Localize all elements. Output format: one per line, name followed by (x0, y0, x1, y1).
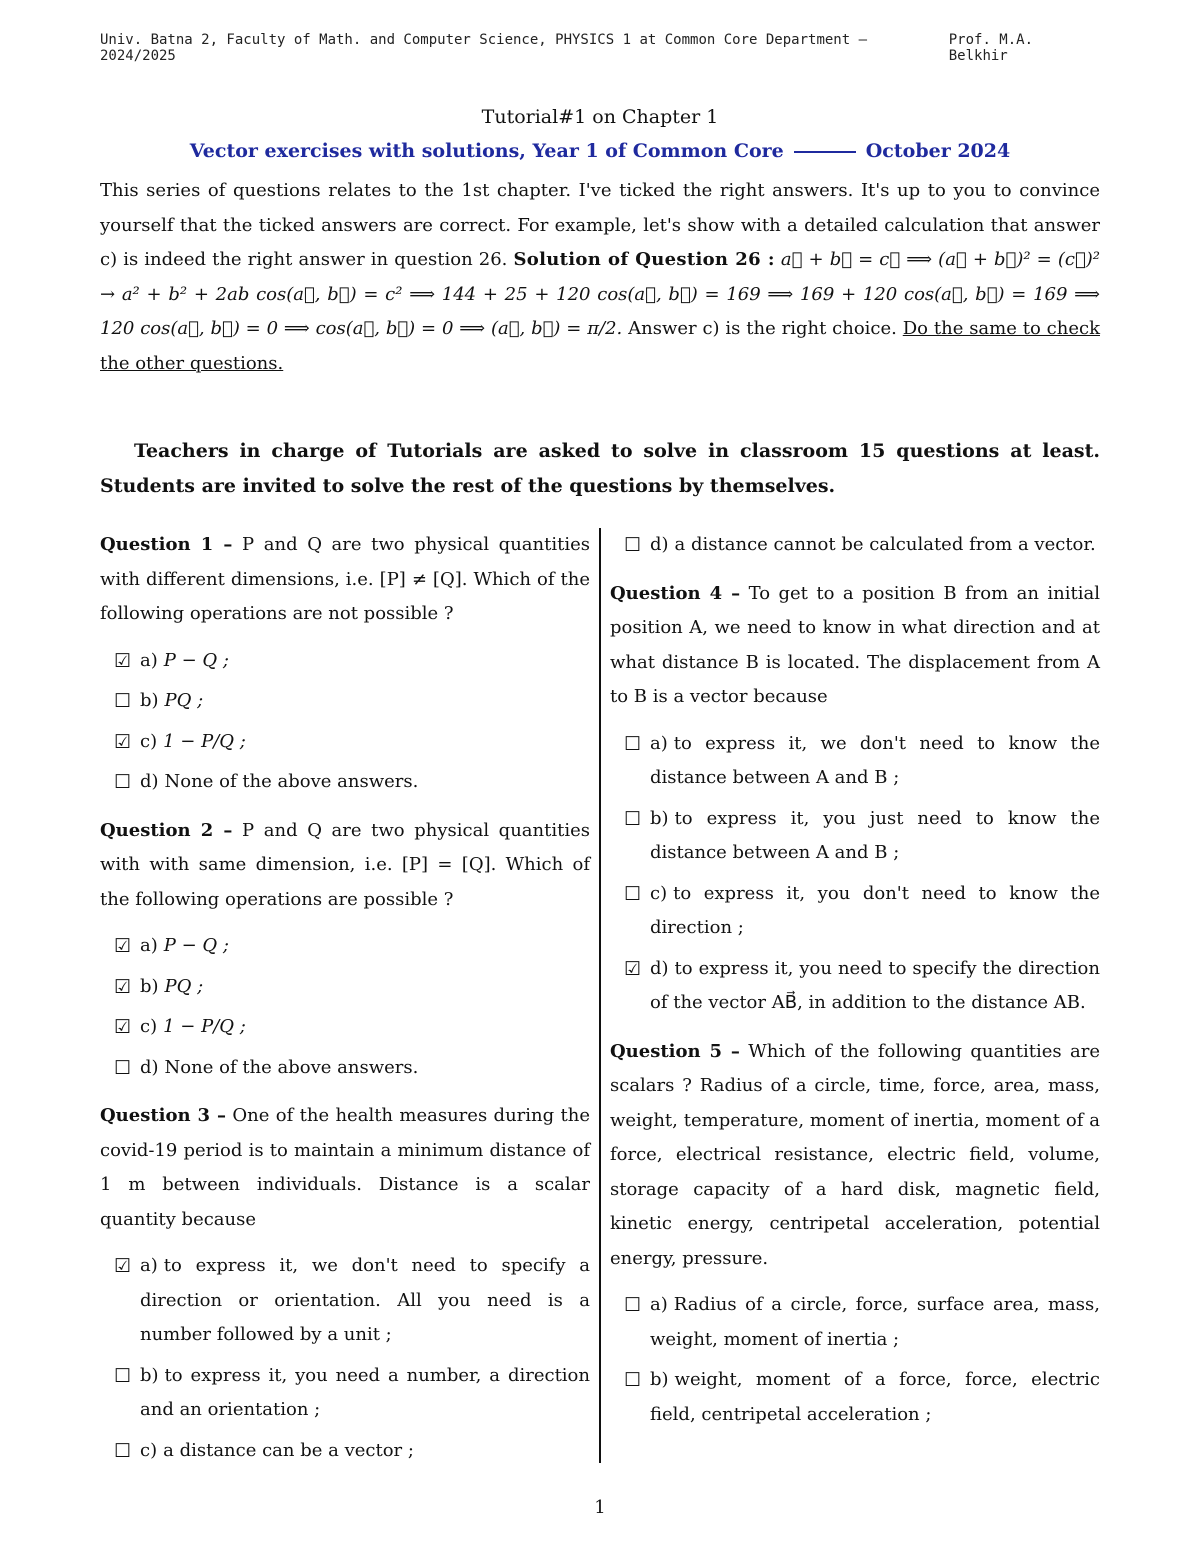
checked-checkbox-icon: ☑ (114, 649, 132, 672)
choice-text: None of the above answers. (164, 1056, 419, 1078)
unchecked-checkbox-icon: ☐ (624, 882, 642, 905)
choice-key: a) (650, 732, 668, 754)
question-text: To get to a position B from an initial position A, we need to know in what direction and at what distance B is located. The displacement from A to B is a vector because (610, 582, 1101, 707)
checked-checkbox-icon: ☑ (114, 1255, 132, 1277)
choice-item (610, 877, 1100, 946)
question-text: Which of the following quantities are scalars ? Radius of a circle, time, force, area, mass, weight, temperature, moment of inertia, moment of a force, electrical resistance, electric field, volume, storage capacity of a hard disk, magnetic field, kinetic energy, centripetal acceleration, potential energy, pressure. (610, 1040, 1100, 1269)
question-label: Question 2 – (100, 819, 233, 841)
running-header (100, 32, 1100, 64)
teachers-note: Teachers in charge of Tutorials are asked to solve in classroom 15 questions at least. Students are invited to solve the rest of the questions by themselves. (100, 440, 1100, 497)
choice-key: c) (140, 1439, 158, 1461)
unchecked-checkbox-icon: ☐ (114, 771, 132, 793)
checked-checkbox-icon: ☑ (114, 975, 132, 998)
left-column (100, 528, 590, 1482)
choice-list (100, 929, 590, 1085)
choice-item (610, 1288, 1100, 1357)
checked-checkbox-icon: ☑ (114, 935, 132, 957)
checked-checkbox-icon: ☑ (114, 730, 132, 753)
unchecked-checkbox-icon: ☐ (624, 732, 642, 755)
choice-list (100, 1249, 590, 1468)
choice-list (610, 1288, 1100, 1432)
subtitle-date: October 2024 (865, 140, 1011, 162)
unchecked-checkbox-icon: ☐ (114, 1056, 132, 1079)
page-title: Tutorial#1 on Chapter 1 (481, 106, 719, 128)
subtitle-topic: Vector exercises with solutions, Year 1 of Common Core (189, 140, 784, 162)
question-label: Question 5 – (610, 1040, 740, 1062)
column-divider (599, 528, 601, 1463)
choice-key: d) (650, 957, 669, 979)
choice-item (100, 970, 590, 1005)
choice-item (100, 765, 590, 800)
question-label: Question 3 – (100, 1105, 226, 1126)
question-2 (100, 814, 590, 918)
solution-conclusion: Answer c) is the right choice. (628, 318, 897, 339)
choice-text: 1 − P/Q ; (163, 730, 246, 752)
choice-key: c) (140, 730, 158, 752)
choice-text: P − Q ; (163, 935, 229, 956)
choice-item (100, 1010, 590, 1045)
choice-item (610, 528, 1100, 563)
choice-text: a distance cannot be calculated from a vector. (674, 534, 1096, 555)
question-3 (100, 1099, 590, 1237)
choice-key: b) (140, 1364, 159, 1386)
choice-item (100, 1249, 590, 1353)
unchecked-checkbox-icon: ☐ (114, 690, 132, 712)
subtitle-rule (794, 151, 856, 153)
intro-text (100, 174, 1100, 381)
unchecked-checkbox-icon: ☐ (624, 807, 642, 830)
unchecked-checkbox-icon: ☐ (624, 1294, 642, 1316)
choice-key: d) (140, 1056, 159, 1078)
question-4 (610, 577, 1100, 715)
unchecked-checkbox-icon: ☐ (624, 534, 642, 556)
right-column (610, 528, 1100, 1446)
choice-list (610, 727, 1100, 1021)
intro-section (100, 174, 1100, 381)
choice-key: a) (140, 935, 158, 956)
solution-label: Solution of Question 26 : (513, 249, 775, 270)
choice-text: to express it, you need to specify the direction of the vector AB⃗, in addition to the distance AB. (650, 957, 1100, 1013)
choice-text: a distance can be a vector ; (163, 1439, 414, 1461)
choice-text: PQ ; (164, 690, 204, 711)
choice-item (100, 1051, 590, 1086)
choice-item (610, 727, 1100, 796)
choice-text: to express it, you just need to know the distance between A and B ; (650, 807, 1100, 863)
solution-math: a⃗ + b⃗ = c⃗ ⟹ (a⃗ + b⃗)² = (c⃗)² → a² + b² + 2ab cos(a⃗, b⃗) = c² ⟹ 144 + 25 + 120 cos(a⃗, b⃗) = 169 ⟹ 169 + 120 cos(a⃗, b⃗) = 169 ⟹ 120 cos(a⃗, b⃗) = 0 ⟹ cos(a⃗, b⃗) = 0 ⟹ (a⃗, b⃗) = π/2. (100, 249, 1100, 339)
choice-key: c) (650, 882, 668, 904)
choice-item (610, 802, 1100, 871)
choice-key: d) (140, 771, 159, 792)
solution-instruction: Do the same to check the other questions. (100, 318, 1100, 374)
choice-item (610, 1363, 1100, 1432)
choice-item (610, 952, 1100, 1021)
choice-item (100, 644, 590, 679)
choice-text: PQ ; (164, 975, 204, 997)
choice-key: b) (650, 807, 669, 829)
question-1 (100, 528, 590, 632)
header-course-info: Univ. Batna 2, Faculty of Math. and Computer Science, PHYSICS 1 at Common Core Department — 2024/2025 (100, 32, 868, 64)
choice-text: to express it, we don't need to know the distance between A and B ; (650, 732, 1100, 788)
checked-checkbox-icon: ☑ (114, 1016, 132, 1038)
choice-key: d) (650, 534, 669, 555)
choice-key: a) (650, 1294, 668, 1315)
unchecked-checkbox-icon: ☐ (114, 1439, 132, 1462)
choice-key: b) (650, 1369, 669, 1390)
choice-key: b) (140, 975, 159, 997)
choice-text: weight, moment of a force, force, electric field, centripetal acceleration ; (650, 1369, 1100, 1425)
question-text: P and Q are two physical quantities with with same dimension, i.e. [P] = [Q]. Which of the following operations are possible ? (100, 819, 590, 910)
choice-item (100, 725, 590, 760)
choice-text: Radius of a circle, force, surface area, mass, weight, moment of inertia ; (650, 1294, 1100, 1350)
question-label: Question 4 – (610, 582, 741, 604)
choice-key: a) (140, 649, 158, 671)
question-text: P and Q are two physical quantities with different dimensions, i.e. [P] ≠ [Q]. Which of the following operations are not possible ? (100, 534, 590, 624)
choice-item (100, 929, 590, 964)
question-text: One of the health measures during the covid-19 period is to maintain a minimum distance of 1 m between individuals. Distance is a scalar quantity because (100, 1105, 591, 1230)
page-subtitle (0, 140, 1200, 162)
intro-paragraph: This series of questions relates to the 1st chapter. I've ticked the right answers. It's up to you to convince yourself that the ticked answers are correct. For example, let's show with a detailed calculation that answer c) is indeed the right answer in question 26. (100, 180, 1100, 270)
choice-key: c) (140, 1016, 158, 1037)
choice-text: to express it, you don't need to know the direction ; (650, 882, 1100, 938)
choice-text: 1 − P/Q ; (163, 1016, 246, 1037)
choice-item (100, 1359, 590, 1428)
choice-text: P − Q ; (163, 649, 229, 671)
unchecked-checkbox-icon: ☐ (624, 1369, 642, 1391)
choice-key: a) (140, 1255, 158, 1276)
choice-item (100, 684, 590, 719)
question-5 (610, 1035, 1100, 1277)
choice-list (610, 528, 1100, 563)
page-number: 1 (594, 1497, 606, 1518)
choice-text: None of the above answers. (164, 771, 419, 792)
unchecked-checkbox-icon: ☐ (114, 1364, 132, 1387)
checked-checkbox-icon: ☑ (624, 957, 642, 980)
question-label: Question 1 – (100, 534, 233, 555)
choice-text: to express it, we don't need to specify a direction or orientation. All you need is a number followed by a unit ; (140, 1255, 590, 1345)
choice-text: to express it, you need a number, a direction and an orientation ; (140, 1364, 590, 1420)
header-author: Prof. M.A. Belkhir (948, 32, 1034, 64)
choice-item (100, 1434, 590, 1469)
choice-list (100, 644, 590, 800)
choice-key: b) (140, 690, 159, 711)
